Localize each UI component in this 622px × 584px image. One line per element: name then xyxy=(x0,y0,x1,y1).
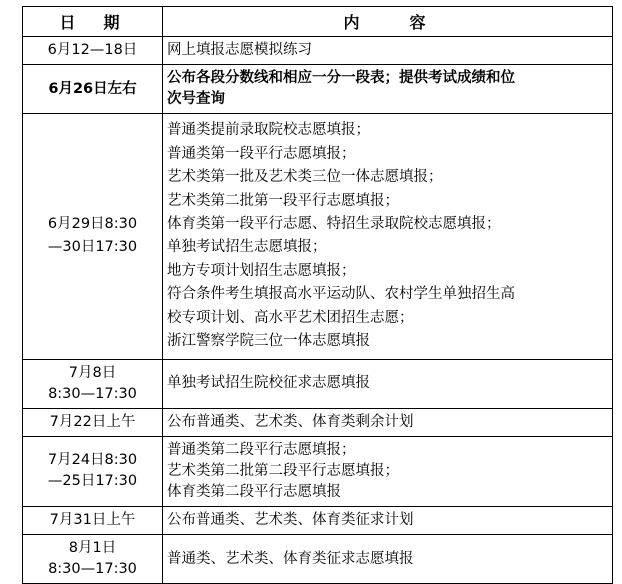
row-date-cell xyxy=(23,114,163,360)
column-header-content: 内 容 xyxy=(163,7,613,37)
table-header-row xyxy=(23,7,613,37)
date-line: 8:30—17:30 xyxy=(48,385,137,402)
row-content-cell xyxy=(163,436,613,506)
date-line: —30日17:30 xyxy=(47,239,138,256)
content-line: 次号查询 xyxy=(167,91,225,108)
content-line: 公布普通类、艺术类、体育类征求计划 xyxy=(167,511,414,528)
content-line: 艺术类第二批第一段平行志愿填报； xyxy=(167,192,399,209)
table-row xyxy=(23,408,613,436)
row-date-cell xyxy=(23,535,163,584)
date-line: 7月31日上午 xyxy=(49,511,136,528)
row-content-cell xyxy=(163,506,613,534)
content-line: 符合条件考生填报高水平运动队、农村学生单独招生高 xyxy=(167,286,515,303)
content-line: 体育类第一段平行志愿、特招生录取院校志愿填报； xyxy=(167,215,501,232)
content-line: 地方专项计划招生志愿填报； xyxy=(167,262,356,279)
date-line: 7月22日上午 xyxy=(49,413,136,430)
table-row xyxy=(23,114,613,360)
row-content-cell xyxy=(163,408,613,436)
content-line: 公布各段分数线和相应一分一段表；提供考试成绩和位 xyxy=(167,70,515,87)
row-content-cell xyxy=(163,37,613,65)
content-line: 普通类第二段平行志愿填报； xyxy=(167,441,356,458)
content-line: 单独考试招生院校征求志愿填报 xyxy=(167,375,370,392)
row-date-cell xyxy=(23,37,163,65)
date-line: —25日17:30 xyxy=(47,473,138,490)
row-content-cell xyxy=(163,359,613,408)
date-line: 6月26日左右 xyxy=(48,80,137,97)
row-date-cell xyxy=(23,408,163,436)
content-line: 浙江警察学院三位一体志愿填报 xyxy=(167,333,370,350)
date-line: 7月24日8:30 xyxy=(47,452,138,469)
content-line: 普通类、艺术类、体育类征求志愿填报 xyxy=(167,550,414,567)
table-header xyxy=(23,7,613,37)
row-content-cell xyxy=(163,114,613,360)
table-row xyxy=(23,506,613,534)
table-row xyxy=(23,535,613,584)
content-line: 网上填报志愿模拟练习 xyxy=(167,42,312,58)
date-line: 7月8日 xyxy=(68,364,117,381)
row-content-cell xyxy=(163,65,613,114)
content-line: 艺术类第二批第二段平行志愿填报； xyxy=(167,462,399,479)
row-date-cell xyxy=(23,506,163,534)
date-line: 6月12—18日 xyxy=(47,42,138,58)
content-line: 单独考试招生志愿填报； xyxy=(167,239,327,256)
content-line: 普通类提前录取院校志愿填报； xyxy=(167,122,370,139)
table-row xyxy=(23,436,613,506)
table-body xyxy=(23,37,613,584)
row-date-cell xyxy=(23,65,163,114)
date-line: 6月29日8:30 xyxy=(47,216,138,233)
date-line: 8:30—17:30 xyxy=(48,561,137,578)
content-line: 普通类第一段平行志愿填报； xyxy=(167,145,356,162)
row-date-cell xyxy=(23,436,163,506)
content-line: 公布普通类、艺术类、体育类剩余计划 xyxy=(167,413,414,430)
column-header-date: 日 期 xyxy=(23,7,163,37)
table-row xyxy=(23,65,613,114)
row-content-cell xyxy=(163,535,613,584)
content-line: 体育类第二段平行志愿填报 xyxy=(167,483,341,500)
schedule-table xyxy=(22,6,613,584)
table-row xyxy=(23,359,613,408)
content-line: 艺术类第一批及艺术类三位一体志愿填报； xyxy=(167,169,443,186)
content-line: 校专项计划、高水平艺术团招生志愿； xyxy=(167,309,414,326)
row-date-cell xyxy=(23,359,163,408)
table-row xyxy=(23,37,613,65)
date-line: 8月1日 xyxy=(68,540,117,556)
